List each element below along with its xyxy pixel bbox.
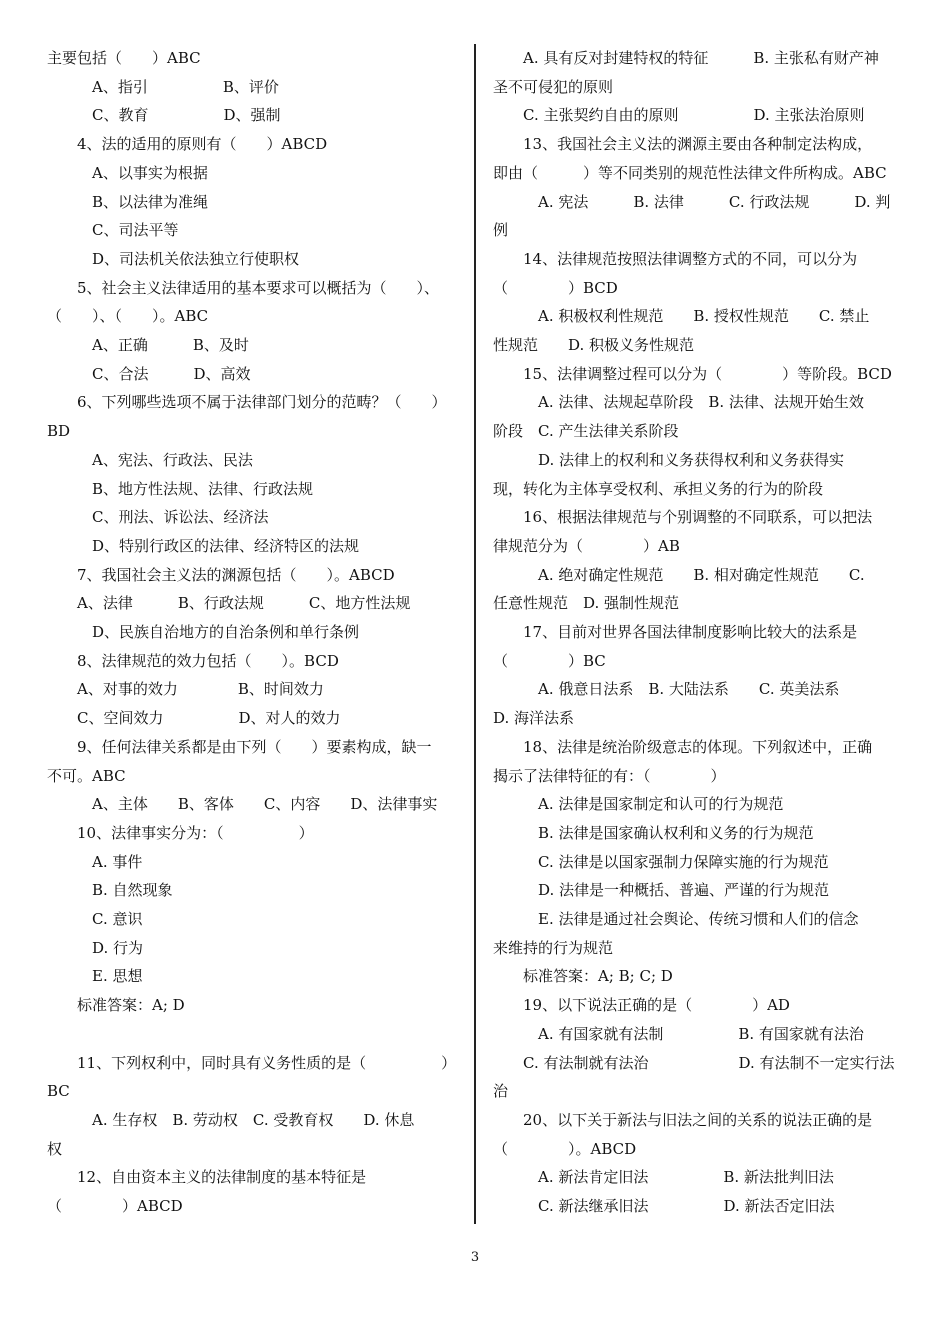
- text-line: C、教育 D、强制: [47, 106, 281, 125]
- text-line: 19、以下说法正确的是（ ）AD: [493, 996, 790, 1015]
- text-line: D、特别行政区的法律、经济特区的法规: [47, 536, 360, 555]
- text-line: 12、自由资本主义的法律制度的基本特征是: [47, 1168, 367, 1187]
- text-line: D. 法律是一种概括、普遍、严谨的行为规范: [493, 881, 830, 900]
- text-line: E. 法律是通过社会舆论、传统习惯和人们的信念: [493, 910, 859, 928]
- text-line: A. 绝对确定性规范 B. 相对确定性规范 C.: [493, 565, 865, 584]
- text-line: 任意性规范 D. 强制性规范: [493, 594, 680, 613]
- text-line: A. 积极权利性规范 B. 授权性规范 C. 禁止: [493, 307, 870, 326]
- text-line: 权: [47, 1139, 63, 1158]
- text-line: 9、任何法律关系都是由下列（ ）要素构成，缺一: [47, 737, 432, 756]
- text-line: （ ）ABCD: [47, 1197, 183, 1215]
- text-line: A. 事件: [47, 852, 143, 871]
- text-line: C. 意识: [47, 910, 143, 928]
- text-line: 6、下列哪些选项不属于法律部门划分的范畴？（ ）: [47, 393, 447, 412]
- text-line: 即由（ ）等不同类别的规范性法律文件所构成。ABC: [493, 163, 887, 182]
- text-line: 8、法律规范的效力包括（ ）。BCD: [47, 651, 339, 670]
- text-line: A. 新法肯定旧法 B. 新法批判旧法: [493, 1168, 834, 1187]
- text-line: 14、法律规范按照法律调整方式的不同，可以分为: [493, 249, 858, 268]
- text-line: 7、我国社会主义法的渊源包括（ ）。ABCD: [47, 565, 395, 584]
- text-line: B、以法律为准绳: [47, 192, 209, 211]
- text-line: 5、社会主义法律适用的基本要求可以概括为（ ）、: [47, 278, 440, 297]
- text-line: 17、目前对世界各国法律制度影响比较大的法系是: [493, 623, 858, 641]
- text-line: 律规范分为（ ）AB: [493, 536, 680, 555]
- text-line: 4、法的适用的原则有（ ）ABCD: [47, 135, 328, 154]
- text-line: （ ）BC: [493, 651, 606, 670]
- text-line: 15、法律调整过程可以分为（ ）等阶段。BCD: [493, 364, 892, 383]
- text-line: A. 法律是国家制定和认可的行为规范: [493, 795, 784, 814]
- text-line: D. 行为: [47, 938, 144, 957]
- text-line: A. 宪法 B. 法律 C. 行政法规 D. 判: [493, 192, 891, 211]
- text-line: （ ）、（ ）。ABC: [47, 307, 209, 326]
- text-line: 10、法律事实分为：（ ）: [47, 823, 314, 842]
- text-line: A、以事实为根据: [47, 163, 208, 182]
- text-line: A、正确 B、及时: [47, 336, 249, 354]
- text-line: 不可。ABC: [47, 766, 126, 785]
- text-line: 标准答案：A; B; C; D: [493, 967, 673, 986]
- text-line: （ ）BCD: [493, 278, 618, 297]
- text-line: 揭示了法律特征的有：（ ）: [493, 766, 726, 785]
- text-line: A. 有国家就有法制 B. 有国家就有法治: [493, 1024, 864, 1043]
- text-line: BD: [47, 422, 71, 441]
- column-divider: [474, 44, 476, 1224]
- page-number: 3: [470, 1250, 480, 1265]
- text-line: （ ）。ABCD: [493, 1139, 637, 1158]
- text-line: E. 思想: [47, 967, 143, 986]
- text-line: A、宪法、行政法、民法: [47, 450, 253, 469]
- text-line: D. 海洋法系: [493, 709, 575, 728]
- text-line: 20、以下关于新法与旧法之间的关系的说法正确的是: [493, 1110, 873, 1129]
- text-line: B、地方性法规、法律、行政法规: [47, 479, 314, 498]
- text-line: 16、根据法律规范与个别调整的不同联系，可以把法: [493, 508, 873, 527]
- text-line: 阶段 C. 产生法律关系阶段: [493, 422, 679, 441]
- text-line: A、指引 B、评价: [47, 77, 279, 96]
- text-line: D、司法机关依法独立行使职权: [47, 249, 300, 268]
- text-line: D. 法律上的权利和义务获得权利和义务获得实: [493, 450, 845, 469]
- text-line: D、民族自治地方的自治条例和单行条例: [47, 623, 360, 641]
- text-line: C. 主张契约自由的原则 D. 主张法治原则: [493, 106, 865, 125]
- text-line: C、司法平等: [47, 221, 179, 240]
- text-line: 治: [493, 1082, 509, 1101]
- text-line: B. 法律是国家确认权利和义务的行为规范: [493, 823, 814, 842]
- text-line: C. 新法继承旧法 D. 新法否定旧法: [493, 1197, 835, 1215]
- text-line: B. 自然现象: [47, 881, 173, 900]
- text-line: A、主体 B、客体 C、内容 D、法律事实: [47, 795, 438, 814]
- text-line: 来维持的行为规范: [493, 938, 614, 957]
- text-line: C、合法 D、高效: [47, 364, 251, 383]
- text-line: BC: [47, 1082, 70, 1101]
- text-line: A. 生存权 B. 劳动权 C. 受教育权 D. 休息: [47, 1110, 415, 1129]
- text-line: 18、法律是统治阶级意志的体现。下列叙述中，正确: [493, 737, 873, 756]
- text-line: C、刑法、诉讼法、经济法: [47, 508, 269, 527]
- text-line: C、空间效力 D、对人的效力: [47, 709, 341, 728]
- text-line: 圣不可侵犯的原则: [493, 77, 614, 96]
- text-line: A. 具有反对封建特权的特征 B. 主张私有财产神: [493, 49, 879, 67]
- text-line: A. 法律、法规起草阶段 B. 法律、法规开始生效: [493, 393, 864, 412]
- text-line: 13、我国社会主义法的渊源主要由各种制定法构成，: [493, 135, 873, 154]
- text-line: 11、下列权利中，同时具有义务性质的是（ ）: [47, 1053, 457, 1072]
- text-line: 性规范 D. 积极义务性规范: [493, 336, 695, 354]
- text-line: 标准答案：A; D: [47, 996, 185, 1015]
- text-line: 主要包括（ ）ABC: [47, 49, 201, 67]
- text-line: A. 俄意日法系 B. 大陆法系 C. 英美法系: [493, 680, 840, 699]
- text-line: 例: [493, 221, 509, 240]
- text-line: C. 法律是以国家强制力保障实施的行为规范: [493, 852, 829, 871]
- text-line: C. 有法制就有法治 D. 有法制不一定实行法: [493, 1053, 895, 1072]
- text-line: A、法律 B、行政法规 C、地方性法规: [47, 594, 411, 613]
- text-line: 现，转化为主体享受权利、承担义务的行为的阶段: [493, 479, 824, 498]
- text-line: A、对事的效力 B、时间效力: [47, 680, 324, 699]
